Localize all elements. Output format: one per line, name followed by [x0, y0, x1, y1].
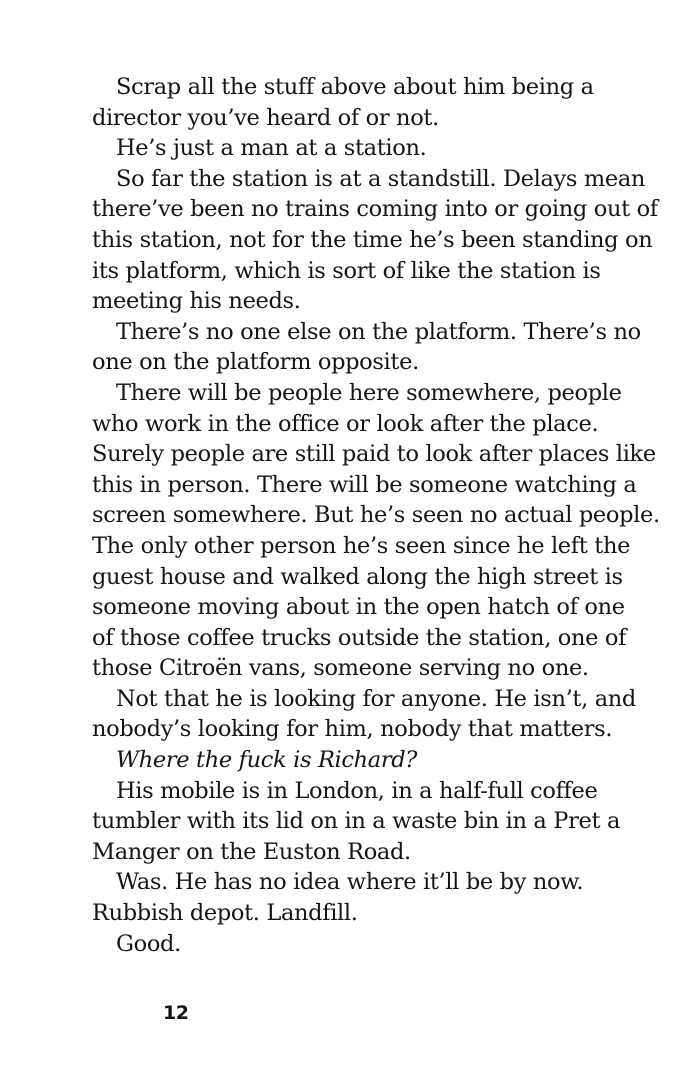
text-line: Was. He has no idea where it’ll be by now. — [116, 869, 584, 896]
italic-text-line: Where the fuck is Richard? — [116, 747, 418, 774]
text-line: this in person. There will be someone watching a — [92, 471, 637, 498]
text-line: Manger on the Euston Road. — [92, 838, 411, 865]
text-line: So far the station is at a standstill. Delays mean — [116, 165, 646, 192]
text-line: tumbler with its lid on in a waste bin in a Pret a — [92, 808, 621, 835]
text-line: one on the platform opposite. — [92, 349, 419, 376]
text-line: The only other person he’s seen since he left the — [92, 532, 631, 559]
text-line: those Citroën vans, someone serving no one. — [92, 655, 589, 682]
text-line: screen somewhere. But he’s seen no actual people. — [92, 502, 660, 529]
text-line: guest house and walked along the high street is — [92, 563, 623, 590]
text-line: He’s just a man at a station. — [116, 135, 427, 162]
text-line: His mobile is in London, in a half-full coffee — [116, 777, 598, 804]
text-line: There will be people here somewhere, people — [116, 379, 622, 406]
text-line: Scrap all the stuff above about him being a — [116, 74, 594, 100]
text-line: Good. — [116, 930, 181, 957]
text-line: director you’ve heard of or not. — [92, 104, 439, 131]
text-line: There’s no one else on the platform. There’s no — [116, 318, 641, 345]
text-line: nobody’s looking for him, nobody that matters. — [92, 716, 613, 743]
text-line: Surely people are still paid to look after places like — [92, 441, 656, 468]
text-line: Rubbish depot. Landfill. — [92, 900, 358, 927]
text-line: who work in the office or look after the place. — [92, 410, 599, 437]
page-number: 12 — [163, 1002, 189, 1024]
text-line: of those coffee trucks outside the station, one of — [92, 624, 627, 651]
body-text — [92, 72, 660, 959]
text-line: meeting his needs. — [92, 288, 301, 315]
text-line: this station, not for the time he’s been standing on — [92, 226, 653, 253]
text-line: there’ve been no trains coming into or going out of — [92, 196, 658, 223]
text-line: its platform, which is sort of like the station is — [92, 257, 601, 284]
text-line: someone moving about in the open hatch of one — [92, 594, 625, 621]
text-line: Not that he is looking for anyone. He isn’t, and — [116, 685, 636, 712]
